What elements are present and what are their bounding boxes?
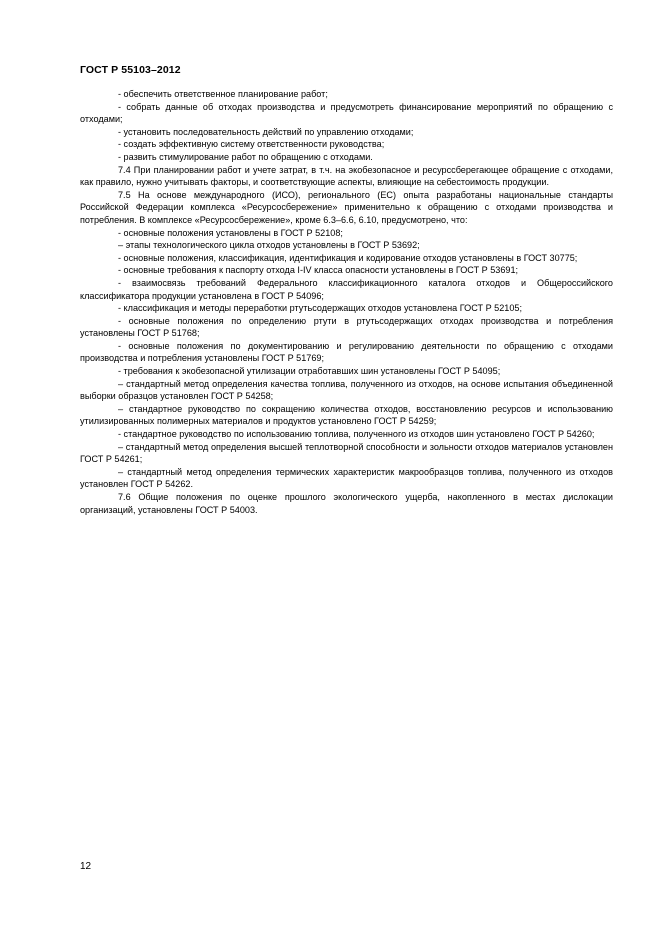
paragraph: 7.6 Общие положения по оценке прошлого экологического ущерба, накопленного в местах дислокации организаций, установлены ГОСТ Р 54003.	[80, 492, 613, 515]
paragraph: - создать эффективную систему ответственности руководства;	[118, 139, 385, 150]
paragraph: - основные положения по определению ртути в ртутьсодержащих отходах производства и потребления установлены ГОСТ Р 51768;	[80, 315, 613, 339]
paragraph: - собрать данные об отходах производства и предусмотреть финансирование мероприятий по обращению с отходами;	[80, 101, 613, 125]
paragraph: - основные положения, классификация, идентификация и кодирование отходов установлены в ГОСТ 30775;	[118, 252, 578, 263]
document-body	[80, 88, 613, 516]
paragraph: - классификация и методы переработки ртутьсодержащих отходов установлена ГОСТ Р 52105;	[118, 303, 522, 314]
paragraph: - основные положения по документированию и регулированию деятельности по обращению с отходами производства и потребления установлены ГОСТ Р 51769;	[80, 340, 613, 364]
paragraph: 7.4 При планировании работ и учете затрат, в т.ч. на экобезопасное и ресурссберегающее обращение с отходами, как правило, нужно учитывать факторы, и соответствующие аспекты, влияющие на себестоимость продукции.	[80, 164, 613, 188]
paragraph: - взаимосвязь требований Федерального классификационного каталога отходов и Общероссийского классификатора продукции установлена в ГОСТ Р 54096;	[80, 277, 613, 301]
paragraph: - установить последовательность действий по управлению отходами;	[118, 126, 414, 137]
paragraph: – стандартный метод определения высшей теплотворной способности и зольности отходов материалов установлен ГОСТ Р 54261;	[80, 441, 613, 465]
paragraph: – стандартное руководство по сокращению количества отходов, восстановлению ресурсов и использованию утилизированных полимерных материалов и продуктов установлено ГОСТ Р 54259;	[80, 403, 613, 427]
paragraph: - требования к экобезопасной утилизации отработавших шин установлены ГОСТ Р 54095;	[118, 366, 501, 377]
document-header: ГОСТ Р 55103–2012	[80, 64, 181, 76]
paragraph: - основные положения установлены в ГОСТ Р 52108;	[118, 227, 343, 238]
paragraph: 7.5 На основе международного (ИСО), регионального (ЕС) опыта разработаны национальные стандарты Российской Федерации комплекса «Ресурсосбережение» применительно к обращению с отходами производства и потребления. В комплексе «Ресурсосбережение», кроме 6.3–6.6, 6.10, предусмотрено, что:	[80, 189, 613, 225]
paragraph: – этапы технологического цикла отходов установлены в ГОСТ Р 53692;	[118, 240, 420, 251]
paragraph: – стандартный метод определения термических характеристик макрообразцов топлива, полученного из отходов установлен ГОСТ Р 54262.	[80, 466, 613, 490]
paragraph: - обеспечить ответственное планирование работ;	[118, 89, 328, 99]
paragraph: - основные требования к паспорту отхода I-IV класса опасности установлены в ГОСТ Р 53691;	[118, 265, 519, 276]
paragraph: - развить стимулирование работ по обращению с отходами.	[118, 151, 373, 162]
paragraph: – стандартный метод определения качества топлива, полученного из отходов, на основе испытания объединенной выборки образцов установлен ГОСТ Р 54258;	[80, 378, 613, 402]
page-number: 12	[80, 861, 92, 872]
paragraph: - стандартное руководство по использованию топлива, полученного из отходов шин установлено ГОСТ Р 54260;	[118, 429, 595, 440]
